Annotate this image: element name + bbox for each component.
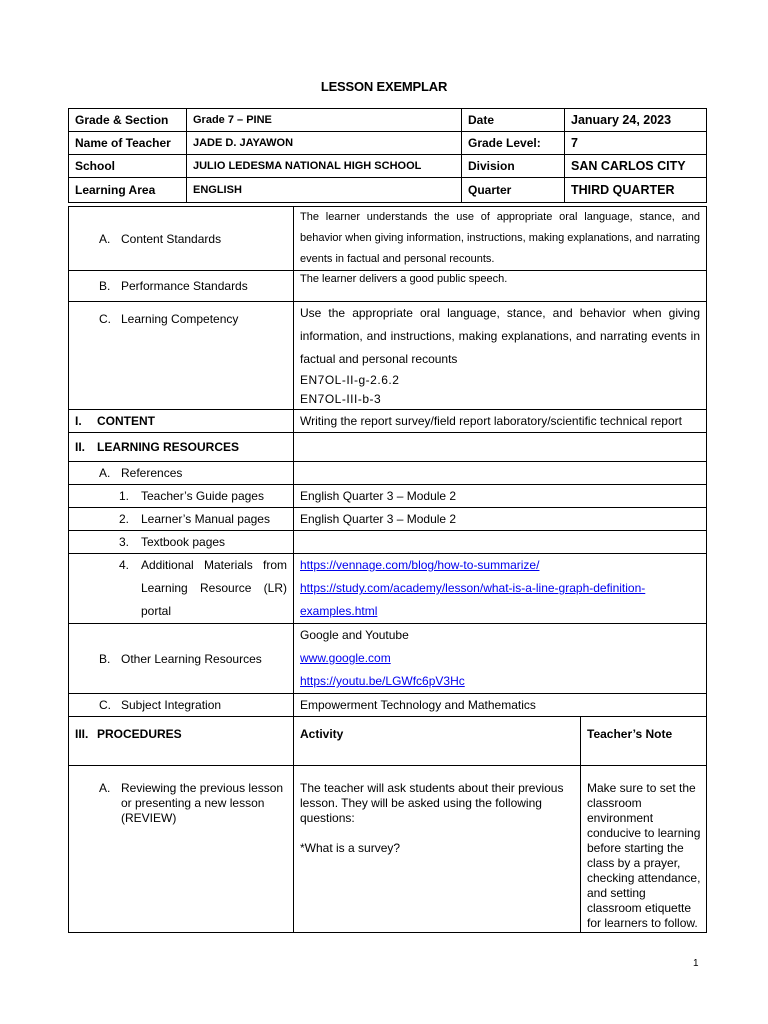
additional-materials-num: 4. — [119, 558, 130, 572]
subject-integration-letter: C. — [99, 698, 111, 712]
subject-integration-label: Subject Integration — [121, 698, 222, 712]
additional-materials-label: Additional Materials from Learning Resource (LR) portal — [141, 558, 287, 618]
learning-resources-num: II. — [75, 440, 86, 454]
textbook-row — [69, 531, 707, 554]
review-activity-text: The teacher will ask students about their previous lesson. They will be asked using the following questions: — [300, 781, 564, 825]
header-row-teacher — [69, 132, 707, 155]
review-letter: A. — [99, 781, 111, 795]
learners-manual-row — [69, 508, 707, 531]
additional-materials-row — [69, 554, 707, 624]
review-row — [69, 766, 707, 933]
learners-manual-num: 2. — [119, 512, 130, 526]
content-text: Writing the report survey/field report laboratory/scientific technical report — [294, 410, 707, 433]
procedures-num: III. — [75, 727, 89, 741]
area-label: Learning Area — [69, 178, 187, 203]
review-note: Make sure to set the classroom environment conducive to learning before starting the class by a prayer, checking attendance, and setting classroom etiquette for learners to follow. — [581, 766, 707, 933]
date-value: January 24, 2023 — [565, 109, 707, 132]
other-resources-row — [69, 624, 707, 694]
content-row — [69, 410, 707, 433]
teachers-guide-row — [69, 485, 707, 508]
header-row-area — [69, 178, 707, 203]
learning-resources-row — [69, 433, 707, 462]
other-resources-label: Other Learning Resources — [121, 651, 262, 666]
textbook-num: 3. — [119, 535, 130, 549]
quarter-label: Quarter — [462, 178, 565, 203]
division-value: SAN CARLOS CITY — [565, 155, 707, 178]
learners-manual-label: Learner’s Manual pages — [141, 512, 270, 526]
grade-section-label: Grade & Section — [69, 109, 187, 132]
page-number: 1 — [693, 958, 699, 969]
references-row — [69, 462, 707, 485]
youtube-link[interactable]: https://youtu.be/LGWfc6pV3Hc — [300, 674, 465, 688]
subject-integration-row — [69, 694, 707, 717]
subject-integration-value: Empowerment Technology and Mathematics — [294, 694, 707, 717]
grade-section-value: Grade 7 – PINE — [187, 109, 462, 132]
content-standards-letter: A. — [99, 231, 111, 246]
header-row-grade-section — [69, 109, 707, 132]
content-standards-label: Content Standards — [121, 231, 222, 246]
grade-level-value: 7 — [565, 132, 707, 155]
google-link[interactable]: www.google.com — [300, 651, 391, 665]
textbook-label: Textbook pages — [141, 535, 226, 549]
content-standards-row — [69, 207, 707, 271]
performance-standards-letter: B. — [99, 279, 111, 293]
references-letter: A. — [99, 466, 111, 480]
performance-standards-label: Performance Standards — [121, 279, 248, 293]
division-label: Division — [462, 155, 565, 178]
area-value: ENGLISH — [187, 178, 462, 203]
learners-manual-value: English Quarter 3 – Module 2 — [294, 508, 707, 531]
learning-competency-text: Use the appropriate oral language, stance, and behavior when giving information, and instructions, making explanations, and narrating events in factual and personal recounts — [300, 306, 701, 366]
procedures-label: PROCEDURES — [97, 727, 182, 741]
lesson-table — [68, 206, 707, 933]
teacher-label: Name of Teacher — [69, 132, 187, 155]
review-question: *What is a survey? — [300, 841, 401, 855]
learning-competency-letter: C. — [99, 312, 111, 326]
content-num: I. — [75, 414, 82, 428]
performance-standards-row — [69, 271, 707, 302]
header-table — [68, 108, 707, 203]
header-row-school — [69, 155, 707, 178]
teachers-guide-num: 1. — [119, 489, 130, 503]
school-label: School — [69, 155, 187, 178]
teacher-value: JADE D. JAYAWON — [187, 132, 462, 155]
teachers-note-header: Teacher’s Note — [581, 717, 707, 766]
grade-level-label: Grade Level: — [462, 132, 565, 155]
study-com-link[interactable]: https://study.com/academy/lesson/what-is-a-line-graph-definition-examples.html — [300, 581, 646, 618]
content-label: CONTENT — [97, 414, 155, 428]
other-resources-letter: B. — [99, 651, 111, 666]
learning-competency-label: Learning Competency — [121, 312, 239, 326]
school-value: JULIO LEDESMA NATIONAL HIGH SCHOOL — [187, 155, 462, 178]
date-label: Date — [462, 109, 565, 132]
competency-code-2: EN7OL-III-b-3 — [300, 392, 382, 406]
content-standards-text: The learner understands the use of appropriate oral language, stance, and behavior when giving information, instructions, making explanations, and narrating events in factual and personal recounts. — [294, 207, 707, 271]
references-label: References — [121, 466, 183, 480]
teachers-guide-label: Teacher’s Guide pages — [141, 489, 264, 503]
learning-competency-row — [69, 302, 707, 410]
competency-code-1: EN7OL-II-g-2.6.2 — [300, 373, 400, 387]
review-label: Reviewing the previous lesson or presenting a new lesson (REVIEW) — [121, 781, 284, 825]
other-resources-text: Google and Youtube — [300, 628, 409, 642]
teachers-guide-value: English Quarter 3 – Module 2 — [294, 485, 707, 508]
performance-standards-text: The learner delivers a good public speech. — [294, 271, 707, 302]
procedures-header-row — [69, 717, 707, 766]
document-title: LESSON EXEMPLAR — [320, 79, 448, 94]
learning-resources-label: LEARNING RESOURCES — [97, 440, 240, 454]
vennage-link[interactable]: https://vennage.com/blog/how-to-summarize/ — [300, 558, 540, 572]
quarter-value: THIRD QUARTER — [565, 178, 707, 203]
activity-header: Activity — [294, 717, 581, 766]
